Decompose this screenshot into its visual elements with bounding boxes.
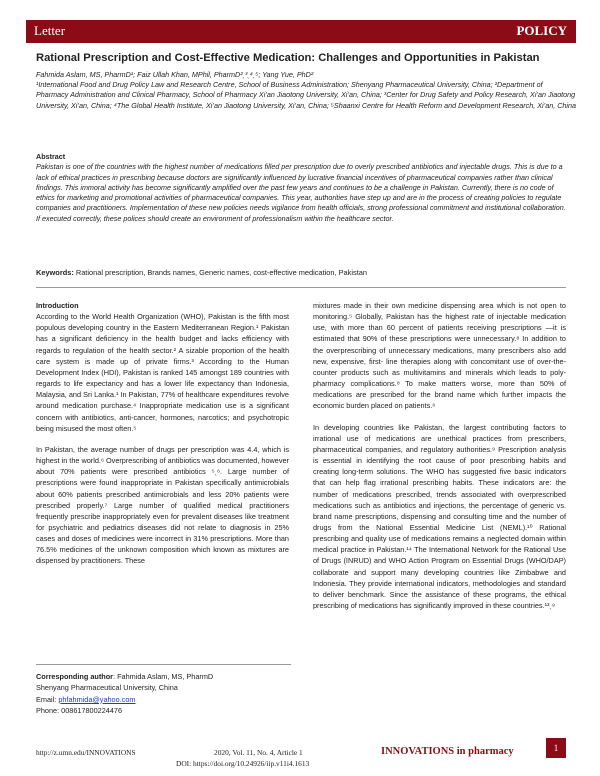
correspondence-label: Corresponding author bbox=[36, 672, 114, 681]
keywords bbox=[36, 268, 568, 277]
correspondence-institution: Shenyang Pharmaceutical University, China bbox=[36, 683, 178, 693]
paragraph: In developing countries like Pakistan, the largest contributing factors to irrational use of medications are unethical practices from prescribers, pharmaceutical companies, and regulatory authorities.⁹ Prescription analysis is essential in identifying the root cause of poor prescribing habits and creating long-term solutions. The WHO has suggested five basic indicators that can help flag irrational prescribing habits. These indicators are: the number of medications prescribed, trends associated with overprescribed medications such as antibiotics and injections, the percentage of generic vs. brand name prescriptions, dispensing and consulting time and the number of drugs from the National Essential Medicine List (NEML).¹⁰ Rational prescribing and quality use of medications remains a neglected domain within medical practice in Pakistan.¹⁴ The International Network for the Rational Use of Drugs (INRUD) and WHO Action Program on Essential Drugs (WHO/DAP) collaborate and support many developing countries like Zimbabwe and Indonesia. They provide international indicators, methodologies and standard to deliver benchmark. Since the assistance of these programs, the ethical prescribing of medications has significantly improved in these countries.¹³ˎ⁹ bbox=[313, 422, 566, 611]
paragraph: In Pakistan, the average number of drugs per prescription was 4.4, which is highest in the world.⁶ Overprescribing of antibiotics was documented, however about 70% patients were prescribed antibiotics ⁵ˎ⁶. Large number of prescriptions were found inappropriate in Pakistan specifically antimicrobials about 60% patients prescribed antimicrobials and less 20% patients were prescribed properly.⁷ Large number of qualified medical practitioners frequently prescribe inappropriately even for prevalent diseases like treatment for psychiatric and pediatrics diseases did not relate to diagnosis in 25% cases and doses of medicines were incorrect in 31% prescriptions. More than 76.5% medicines of the unknown composition which known as mixtures are dispensed by practitioners. These bbox=[36, 444, 289, 566]
paragraph: According to the World Health Organization (WHO), Pakistan is the fifth most populous developing country in the Eastern Mediterranean Region.¹ Pakistan has a significant deficiency in the health budget and lacks efficiency with regards to regulation of the health sector.² A sizable proportion of the health care system is made up of private firms.³ According to the Human Development Index (HDI), Pakistan is ranked 145 amongst 189 countries with regards to life expectancy and has a lower life expectancy than Indonesia, Malaysia, and Sri Lanka.¹ In Pakistan, 77% of healthcare expenditures revolve around medication purchase.⁴ Inappropriate medication use is a significant concern with antibiotics, anti-cancer, hormones, narcotics; and psychotropic being misused the most often.⁵ bbox=[36, 312, 289, 433]
right-column bbox=[313, 300, 566, 621]
abstract bbox=[36, 152, 568, 224]
section-label: Letter bbox=[34, 23, 66, 38]
divider bbox=[36, 287, 566, 288]
left-column bbox=[36, 300, 289, 577]
paragraph: mixtures made in their own medicine dispensing area which is not open to monitoring.⁵ Globally, Pakistan has the highest rate of injectable medication use, with more than 60 percent of patients receiving prescriptions —it is estimated that 90% of these prescriptions were unnecessary.⁸ In addition to the overprescribing of unnecessary medications, many prescribers also add new, expensive, first- line therapies along with concomitant use of over-the-counter products such as multivitamins and minerals which leads to poly-pharmacy complications.⁸ To make matters worse, more than 50% of medications are prescribed for the brand name which further impacts the economic burden placed on patients.⁶ bbox=[313, 301, 566, 411]
footnote-divider bbox=[36, 664, 291, 665]
email-label: Email: bbox=[36, 694, 59, 704]
correspondence bbox=[36, 671, 296, 716]
footer bbox=[36, 743, 566, 772]
header-bar bbox=[26, 20, 576, 43]
correspondence-line bbox=[36, 671, 296, 682]
abstract-text: Pakistan is one of the countries with the highest number of medications filled per prescription due to overly prescribed antibiotics and injectable drugs. This is due to a lack of ethical practices in prescribing because doctors are significantly influenced by lucrative financial incentives of pharmaceutical companies rather than clinical findings. This immoral activity has become significantly amplified over the past few years and continues to be a challenge in Pakistan. Currently, there is no code of ethics for marketing and promotional activities of pharmaceutical companies. This year, authorities have step up and are in the process of creating policies to regulate companies and practitioners. Implementation of these new policies needs vigilance from health officials, strong professional commitment and institutional collaboration. If executed correctly, these polices should create an environment of professionalism within the healthcare sector. bbox=[36, 162, 566, 223]
correspondence-phone: Phone: 008617800224476 bbox=[36, 705, 123, 715]
article-title: Rational Prescription and Cost-Effective Medication: Challenges and Opportunities in Pakistan bbox=[36, 52, 540, 64]
category-label: POLICY bbox=[516, 23, 567, 38]
journal-url[interactable]: http://z.umn.edu/INNOVATIONS bbox=[36, 748, 136, 757]
keywords-text: Rational prescription, Brands names, Generic names, cost-effective medication, Pakistan bbox=[75, 268, 367, 277]
doi-link[interactable]: DOI: https://doi.org/10.24926/iip.v11i4.1613 bbox=[176, 759, 310, 768]
abstract-heading: Abstract bbox=[36, 152, 66, 161]
page-number: 1 bbox=[546, 738, 566, 758]
affiliations: ¹International Food and Drug Policy Law and Research Centre, School of Business Administration; Shenyang Pharmaceutical University, China; ²Department of Pharmacy Administration and Clinical Pharmacy, School of Pharmacy Xi’an Jiaotong University, Xi’an, China; ³Center for Drug Safety and Policy Research, Xi’an Jiaotong University, Xi’an, China; ⁴The Global Health Institute, Xi’an Jiaotong University, Xi’an, China; ⁵Shaanxi Centre for Health Reform and Development Research, Xi’an, China bbox=[36, 80, 577, 110]
email-link[interactable]: phfahmida@yahoo.com bbox=[58, 694, 136, 704]
correspondence-email-line bbox=[36, 694, 296, 705]
introduction-heading: Introduction bbox=[36, 301, 79, 310]
author-block bbox=[36, 70, 576, 111]
brand-sub: in pharmacy bbox=[454, 746, 514, 757]
author-list: Fahmida Aslam, MS, PharmD¹; Faiz Ullah Khan, MPhil, PharmD²ˎ³ˎ⁴ˎ⁵; Yang Yue, PhD² bbox=[36, 70, 314, 79]
volume-info: 2020, Vol. 11, No. 4, Article 1 bbox=[214, 748, 303, 757]
keywords-label: Keywords: bbox=[36, 268, 74, 277]
correspondence-name: : Fahmida Aslam, MS, PharmD bbox=[113, 672, 214, 681]
brand-name: INNOVATIONS bbox=[381, 746, 455, 757]
journal-brand bbox=[381, 746, 514, 757]
